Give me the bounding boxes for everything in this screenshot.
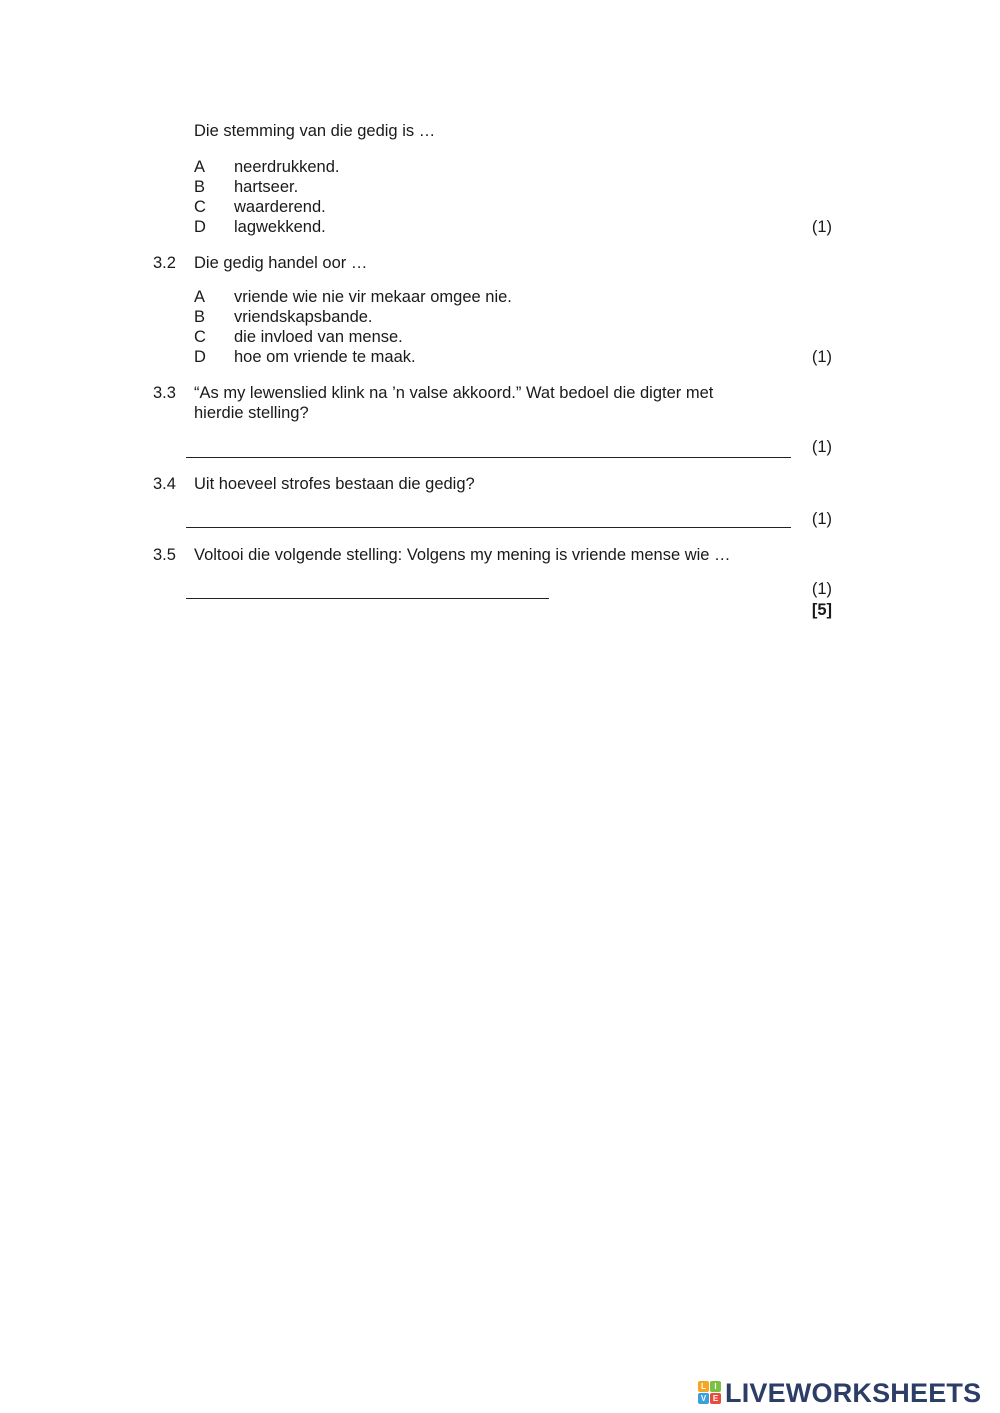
q31-option-c-text: waarderend.: [234, 198, 326, 216]
q32-option-b-letter: B: [194, 308, 206, 326]
q34-answer-line[interactable]: [186, 527, 791, 528]
q31-stem: Die stemming van die gedig is …: [194, 122, 436, 140]
q33-number: 3.3: [153, 384, 176, 402]
q31-option-b-letter: B: [194, 178, 206, 196]
q33-answer-line[interactable]: [186, 457, 791, 458]
q31-option-d-letter: D: [194, 218, 206, 236]
q34-mark: (1): [811, 510, 832, 528]
q32-option-d-letter: D: [194, 348, 206, 366]
q32-option-a-letter: A: [194, 288, 206, 306]
liveworksheets-logo-icon: L I V E: [698, 1381, 722, 1405]
q31-option-c-letter: C: [194, 198, 206, 216]
q35-answer-line[interactable]: [186, 598, 549, 599]
q33-stem-line2: hierdie stelling?: [194, 404, 309, 422]
q31-option-a-text: neerdrukkend.: [234, 158, 340, 176]
section-total: [5]: [811, 601, 832, 619]
q34-number: 3.4: [153, 475, 176, 493]
q35-stem: Voltooi die volgende stelling: Volgens my mening is vriende mense wie …: [194, 546, 731, 564]
q32-option-c-letter: C: [194, 328, 206, 346]
q35-mark: (1): [811, 580, 832, 598]
q32-option-a-text: vriende wie nie vir mekaar omgee nie.: [234, 288, 512, 306]
liveworksheets-logo[interactable]: [698, 1377, 981, 1409]
q32-option-b-text: vriendskapsbande.: [234, 308, 373, 326]
q31-mark: (1): [811, 218, 832, 236]
q32-mark: (1): [811, 348, 832, 366]
q31-option-d-text: lagwekkend.: [234, 218, 326, 236]
logo-text: LIVEWORKSHEETS: [725, 1377, 982, 1408]
q35-number: 3.5: [153, 546, 176, 564]
q33-stem-line1: “As my lewenslied klink na ’n valse akkoord.” Wat bedoel die digter met: [194, 384, 714, 402]
q32-option-c-text: die invloed van mense.: [234, 328, 403, 346]
q32-stem: Die gedig handel oor …: [194, 254, 368, 272]
q33-mark: (1): [811, 438, 832, 456]
q32-option-d-text: hoe om vriende te maak.: [234, 348, 416, 366]
q31-option-a-letter: A: [194, 158, 206, 176]
q34-stem: Uit hoeveel strofes bestaan die gedig?: [194, 475, 475, 493]
q31-option-b-text: hartseer.: [234, 178, 299, 196]
q32-number: 3.2: [153, 254, 176, 272]
